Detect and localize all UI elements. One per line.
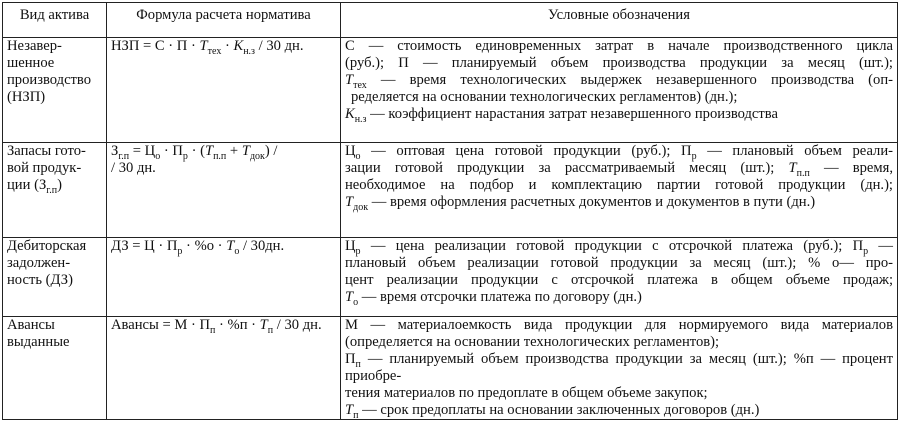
formula-text: / 30 дн.: [255, 38, 304, 54]
formula-symbol: К: [233, 38, 244, 54]
formula-symbol: Т: [226, 238, 235, 254]
legend-line: [345, 238, 893, 255]
legend-text: — время отсрочки платежа по договору (дн.): [358, 289, 642, 305]
legend-line: [345, 72, 893, 89]
legend-line: (определяется на основании технологических регламентов);: [345, 334, 720, 350]
asset-kind-cell: [3, 238, 107, 317]
formula-subscript: п.п: [213, 151, 227, 162]
legend-line: тения материалов по предоплате в общем объеме закупок;: [345, 385, 708, 401]
legend-subscript: р: [355, 246, 361, 257]
asset-kind-cell: [3, 143, 107, 238]
legend-text: Ц: [345, 143, 356, 159]
formula-text: Авансы = М · П: [111, 317, 211, 333]
legend-symbol: Т: [345, 289, 354, 305]
formula-text: · %о ·: [182, 238, 227, 254]
formula-subscript: док: [249, 151, 265, 162]
legend-line: С — стоимость единовременных затрат в начале производственного цикла: [345, 38, 893, 54]
legend-subscript: р: [691, 151, 697, 162]
formula-subscript: г.п: [118, 151, 130, 162]
formula-subscript: п: [267, 325, 274, 336]
formula-text: · П: [160, 143, 183, 159]
table-row-finished-goods: [3, 143, 898, 238]
formula-subscript: р: [177, 246, 183, 257]
asset-kind-line: выданные: [7, 334, 70, 350]
legend-text: зации готовой продукции за рассматриваемый месяц (шт.);: [345, 160, 789, 176]
legend-text: — время оформления расчетных документов и документов в пути (дн.): [368, 194, 816, 210]
legend-subscript: п: [353, 410, 359, 421]
legend-text: — оптовая цена готовой продукции (руб.); П: [360, 143, 692, 159]
legend-line: (руб.); П — планируемый объем производства продукции за месяц (шт.);: [345, 55, 893, 71]
asset-kind-line: вой продук-: [7, 160, 82, 176]
table-header-row: [3, 3, 898, 38]
legend-symbol: К: [345, 106, 355, 122]
formula-cell: [107, 143, 341, 238]
legend-subscript: р: [863, 246, 869, 257]
formula-subscript: н.з: [243, 46, 256, 57]
formula-text: ·: [221, 38, 234, 54]
legend-line: [345, 289, 893, 306]
formula-text: +: [226, 143, 242, 159]
legend-cell: [341, 143, 898, 238]
asset-kind-line: шенное: [7, 55, 55, 71]
formula-subscript: о: [155, 151, 161, 162]
formula-text: ) /: [264, 143, 278, 159]
header-legend: Условные обозначения: [341, 3, 898, 38]
formula-text: / 30дн.: [239, 238, 285, 254]
legend-symbol: Т: [345, 402, 354, 418]
formula-symbol: Т: [241, 143, 250, 159]
formula-cell: [107, 317, 341, 420]
legend-subscript: п: [355, 359, 361, 370]
asset-kind-subscript: г.п: [46, 185, 58, 196]
legend-text: — планируемый объем производства продукции за месяц (шт.); %п — процент приобре-: [345, 351, 893, 384]
formula-cell: [107, 38, 341, 143]
formula-text: = Ц: [129, 143, 156, 159]
legend-cell: [341, 238, 898, 317]
formula-text: · %п ·: [215, 317, 260, 333]
formula-symbol: Т: [259, 317, 268, 333]
formula-text: НЗП = С · П ·: [111, 38, 200, 54]
asset-kind-cell: [3, 317, 107, 420]
legend-subscript: н.з: [354, 114, 367, 125]
table-row-receivables: [3, 238, 898, 317]
legend-subscript: док: [353, 202, 369, 213]
formula-text: З: [111, 143, 119, 159]
formula-subscript: о: [234, 246, 240, 257]
legend-cell: [341, 38, 898, 143]
legend-line: [345, 402, 893, 419]
table-row-advances: [3, 317, 898, 420]
legend-line: цент реализации продукции с отсрочкой платежа в общем объеме продаж;: [345, 272, 893, 288]
asset-kind-line: [7, 177, 102, 194]
legend-cell: [341, 317, 898, 420]
legend-symbol: Т: [788, 160, 797, 176]
legend-subscript: о: [355, 151, 361, 162]
asset-kind-line: Запасы гото-: [7, 143, 86, 159]
legend-line: [345, 106, 893, 123]
formula-text: ДЗ = Ц · П: [111, 238, 178, 254]
formula-subscript: тех: [207, 46, 222, 57]
legend-text: П: [345, 351, 356, 367]
legend-line: [345, 143, 893, 160]
formula-line: / 30 дн.: [111, 160, 156, 176]
formula-text: / 30 дн.: [273, 317, 322, 333]
legend-subscript: тех: [353, 80, 367, 91]
legend-line: М — материалоемкость вида продукции для нормируемого вида материалов: [345, 317, 893, 333]
asset-kind-text: ции (З: [7, 177, 47, 193]
asset-kind-line: (НЗП): [7, 89, 46, 105]
legend-text: — коэффициент нарастания затрат незавершенного производства: [366, 106, 778, 122]
asset-kind-text: ): [57, 177, 62, 193]
formula-subscript: п: [210, 325, 216, 336]
formula-symbol: Т: [204, 143, 214, 159]
legend-line: необходимое на подбор и комплектацию партии готовой продукции (дн.);: [345, 177, 893, 193]
legend-line: ределяется на основании технологических регламентов) (дн.);: [351, 89, 738, 105]
formula-cell: [107, 238, 341, 317]
normative-table: [2, 2, 898, 420]
formula-subscript: р: [182, 151, 188, 162]
legend-text: — время,: [809, 160, 893, 176]
legend-text: — плановый объем реали-: [696, 143, 893, 159]
legend-symbol: Т: [345, 72, 354, 88]
table-row-wip: [3, 38, 898, 143]
legend-text: — время технологических выдержек незавершенного производства (оп-: [366, 72, 893, 88]
header-formula: Формула расчета норматива: [107, 3, 341, 38]
legend-text: — цена реализации готовой продукции с отсрочкой платежа (руб.); П: [360, 238, 864, 254]
legend-subscript: п.п: [796, 168, 810, 179]
asset-kind-line: Незавер-: [7, 38, 62, 54]
formula-line: [111, 143, 336, 160]
header-asset-kind: Вид актива: [3, 3, 107, 38]
asset-kind-line: ность (ДЗ): [7, 272, 73, 288]
legend-line: плановый объем реализации готовой продукции за месяц (шт.); % о— про-: [345, 255, 893, 271]
legend-text: Ц: [345, 238, 356, 254]
legend-text: — срок предоплаты на основании заключенных договоров (дн.): [358, 402, 760, 418]
asset-kind-line: Авансы: [7, 317, 55, 333]
asset-kind-cell: [3, 38, 107, 143]
legend-symbol: Т: [345, 194, 354, 210]
asset-kind-line: производство: [7, 72, 92, 88]
legend-line: [345, 160, 893, 177]
legend-subscript: о: [353, 297, 359, 308]
asset-kind-line: задолжен-: [7, 255, 71, 271]
legend-line: [345, 351, 893, 385]
legend-line: [345, 194, 893, 211]
formula-symbol: Т: [199, 38, 208, 54]
legend-text: —: [868, 238, 893, 254]
formula-text: · (: [187, 143, 205, 159]
asset-kind-line: Дебиторская: [7, 238, 87, 254]
